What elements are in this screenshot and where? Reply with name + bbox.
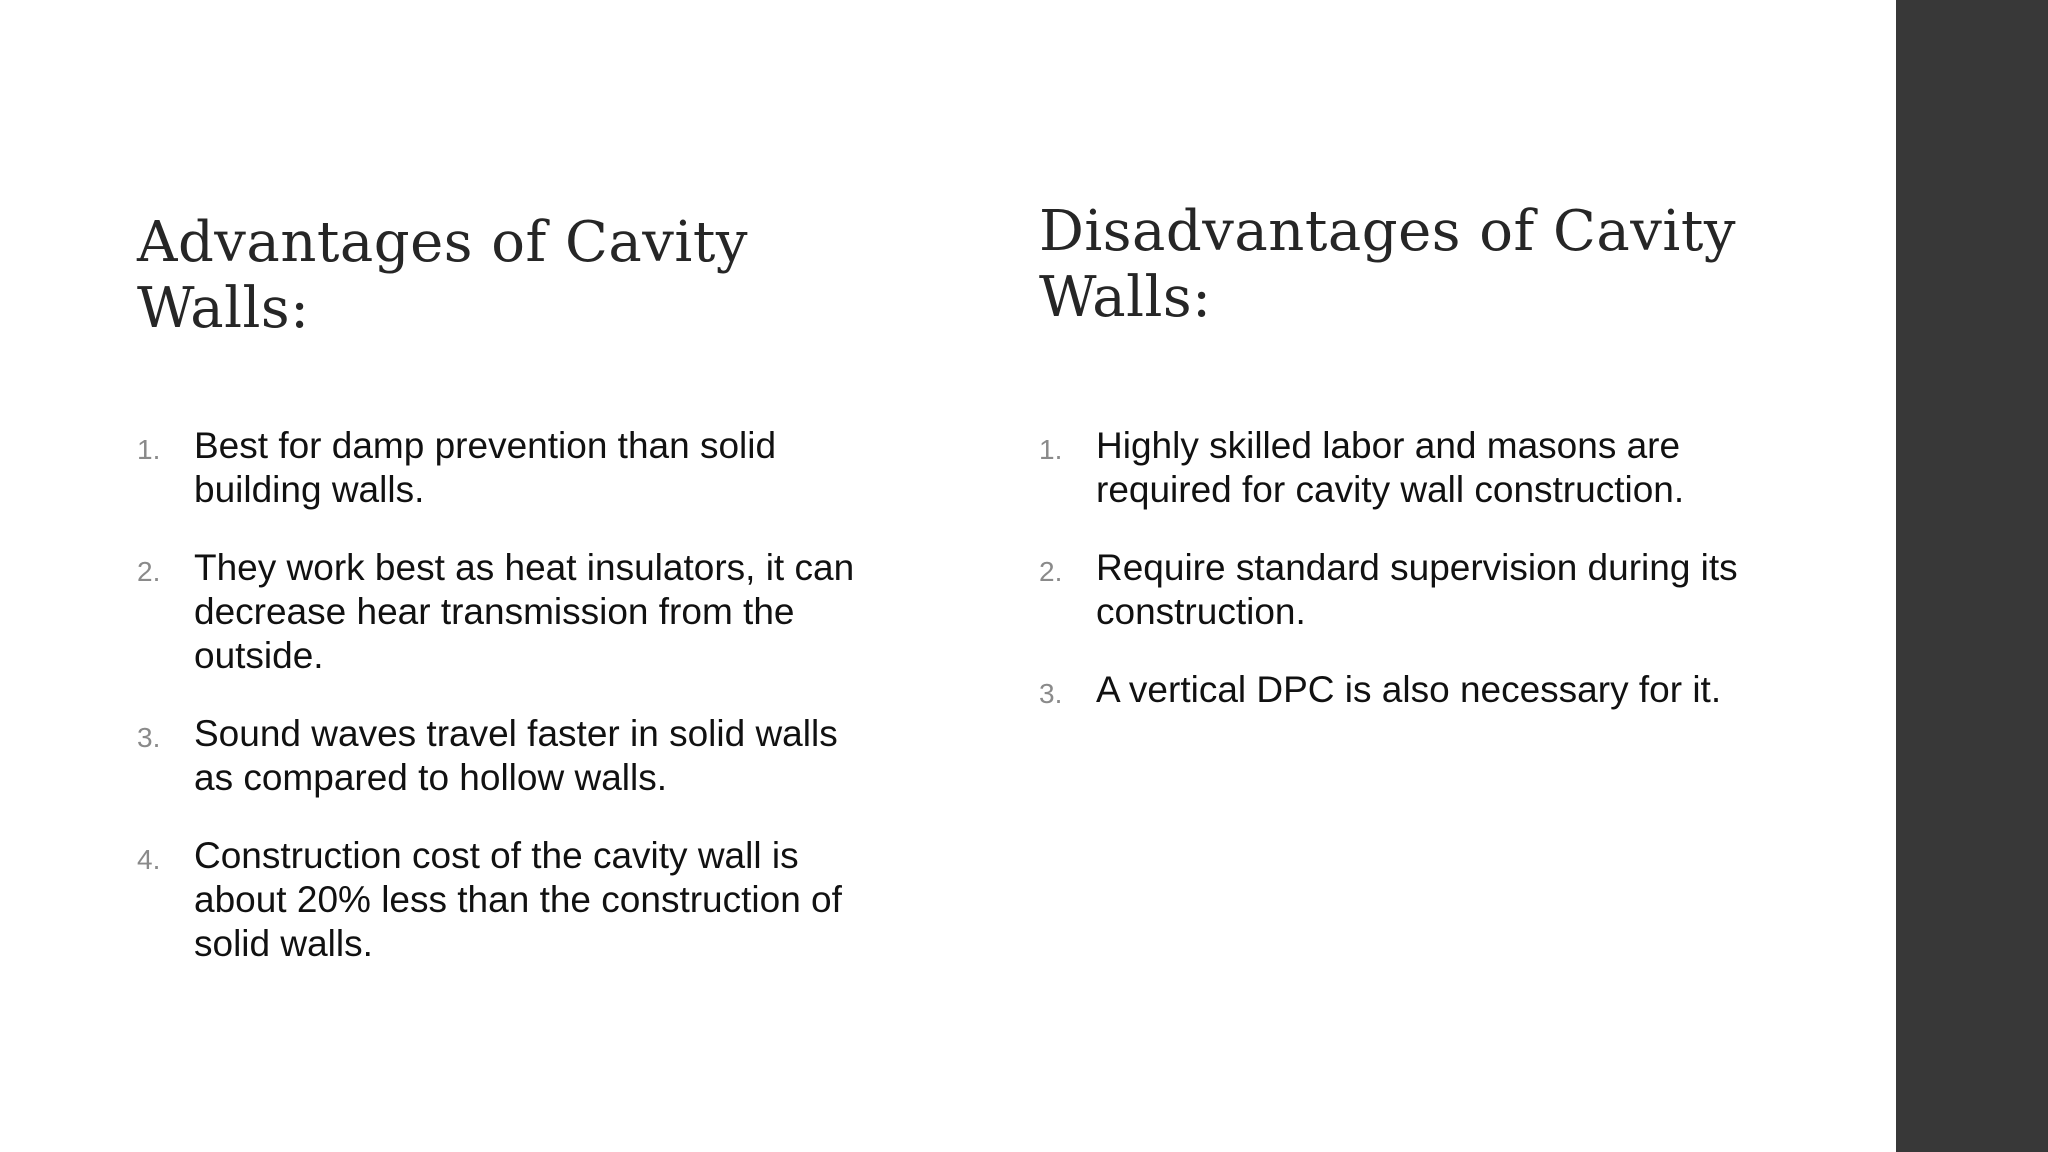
list-item-number: 2. [137, 556, 161, 587]
list-item-text: They work best as heat insulators, it can decrease hear transmission from the outside. [194, 547, 855, 676]
list-item [137, 424, 857, 512]
list-item [1039, 546, 1819, 634]
advantages-list [137, 424, 857, 1000]
list-item-text: Best for damp prevention than solid building walls. [194, 425, 777, 510]
advantages-title: Advantages of Cavity Walls: [137, 210, 748, 341]
disadvantages-title: Disadvantages of Cavity Walls: [1039, 199, 1736, 330]
advantages-column [137, 210, 857, 964]
list-item-number: 1. [1039, 434, 1063, 465]
list-item-text: A vertical DPC is also necessary for it. [1096, 669, 1722, 710]
list-item-number: 2. [1039, 556, 1063, 587]
list-item [137, 546, 857, 678]
list-item-number: 3. [1039, 678, 1063, 709]
list-item [1039, 424, 1819, 512]
list-item [1039, 668, 1819, 712]
disadvantages-list [1039, 424, 1819, 746]
list-item-text: Require standard supervision during its construction. [1096, 547, 1738, 632]
list-item-number: 1. [137, 434, 161, 465]
list-item-number: 4. [137, 844, 161, 875]
list-item [137, 834, 857, 966]
sidebar-panel [1896, 0, 2048, 1152]
disadvantages-column [1039, 199, 1819, 710]
list-item-number: 3. [137, 722, 161, 753]
list-item [137, 712, 857, 800]
list-item-text: Highly skilled labor and masons are required for cavity wall construction. [1096, 425, 1685, 510]
list-item-text: Construction cost of the cavity wall is about 20% less than the construction of solid walls. [194, 835, 842, 964]
list-item-text: Sound waves travel faster in solid walls as compared to hollow walls. [194, 713, 838, 798]
